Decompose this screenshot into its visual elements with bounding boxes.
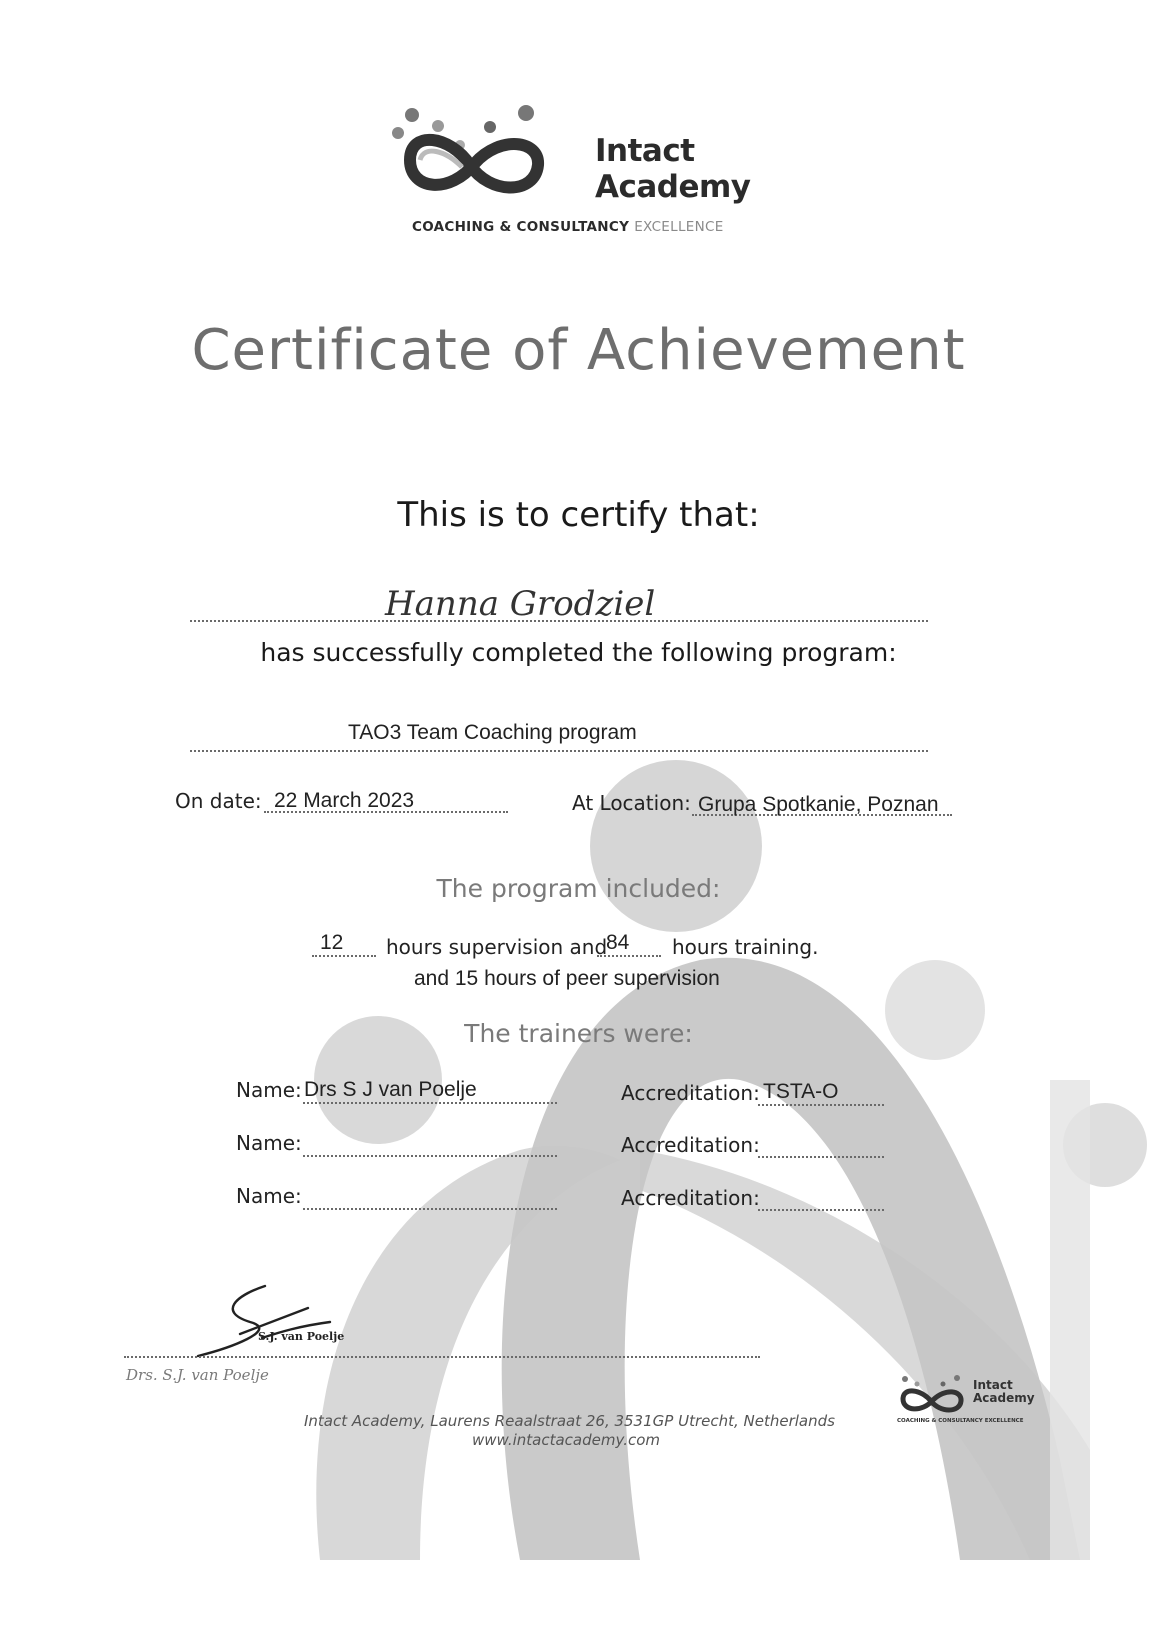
- trainer-name-dotted-line: [303, 1208, 557, 1210]
- certify-text: This is to certify that:: [397, 495, 760, 535]
- signature-dotted-line: [124, 1356, 760, 1358]
- stamp-name-line1: Intact: [973, 1378, 1013, 1392]
- trainer-accreditation-label: Accreditation:: [621, 1133, 760, 1157]
- training-hours: 84: [606, 931, 630, 954]
- logo-tagline-dark: COACHING & CONSULTANCY: [412, 219, 630, 235]
- bg-right-shade: [1050, 1080, 1090, 1560]
- signed-name-handwritten: S.J. van Poelje: [258, 1330, 345, 1343]
- trainers-heading: The trainers were:: [464, 1019, 693, 1048]
- stamp-logo-icon: [895, 1375, 970, 1417]
- logo-name: [595, 133, 751, 205]
- trainer-name: Drs S J van Poelje: [304, 1078, 477, 1101]
- logo-name-line2: Academy: [595, 169, 751, 205]
- infinity-logo-icon: [390, 105, 560, 205]
- recipient-name: Hanna Grodziel: [385, 584, 656, 624]
- certificate-title: Certificate of Achievement: [191, 318, 966, 383]
- trainer-accreditation-dotted-line: [758, 1156, 884, 1158]
- logo-tagline-light: EXCELLENCE: [634, 219, 724, 235]
- program-included-heading: The program included:: [436, 874, 721, 903]
- footer-address: Intact Academy, Laurens Reaalstraat 26, 3531GP Utrecht, Netherlands: [304, 1412, 835, 1430]
- trainer-accreditation-dotted-line: [758, 1209, 884, 1211]
- completed-text: has successfully completed the following program:: [260, 638, 897, 667]
- trainer-name-dotted-line: [303, 1155, 557, 1157]
- stamp-name-line2: Academy: [973, 1391, 1035, 1405]
- logo-tagline: [412, 219, 724, 235]
- training-hours-dotted-line: [597, 955, 661, 957]
- logo-name-line1: Intact: [595, 133, 695, 169]
- footer-website: www.intactacademy.com: [472, 1431, 660, 1449]
- trainer-name-label: Name:: [236, 1131, 302, 1155]
- location-label: At Location:: [572, 791, 691, 815]
- stamp-tagline: COACHING & CONSULTANCY EXCELLENCE: [897, 1418, 1024, 1424]
- program-name: TAO3 Team Coaching program: [348, 721, 637, 744]
- training-text: hours training.: [672, 935, 819, 959]
- trainer-name-dotted-line: [303, 1102, 557, 1104]
- date-label: On date:: [175, 789, 262, 813]
- trainer-accreditation-label: Accreditation:: [621, 1186, 760, 1210]
- trainer-accreditation-label: Accreditation:: [621, 1081, 760, 1105]
- trainer-name-label: Name:: [236, 1184, 302, 1208]
- bg-circle-large: [590, 760, 762, 932]
- signature-scribble: [190, 1282, 350, 1362]
- intact-academy-stamp: [895, 1375, 1045, 1430]
- trainer-name-label: Name:: [236, 1078, 302, 1102]
- location-value: Grupa Spotkanie, Poznan: [698, 793, 939, 816]
- supervision-text: hours supervision and: [386, 935, 608, 959]
- trainer-accreditation-dotted-line: [758, 1104, 884, 1106]
- intact-academy-logo: [410, 105, 770, 245]
- supervision-hours: 12: [320, 931, 344, 954]
- date-value: 22 March 2023: [274, 789, 415, 812]
- supervision-hours-dotted-line: [312, 955, 376, 957]
- peer-supervision-text: and 15 hours of peer supervision: [414, 967, 720, 990]
- trainer-accreditation: TSTA-O: [763, 1080, 839, 1103]
- program-dotted-line: [190, 750, 928, 752]
- signatory-name: Drs. S.J. van Poelje: [126, 1366, 269, 1384]
- stamp-name: [973, 1379, 1035, 1405]
